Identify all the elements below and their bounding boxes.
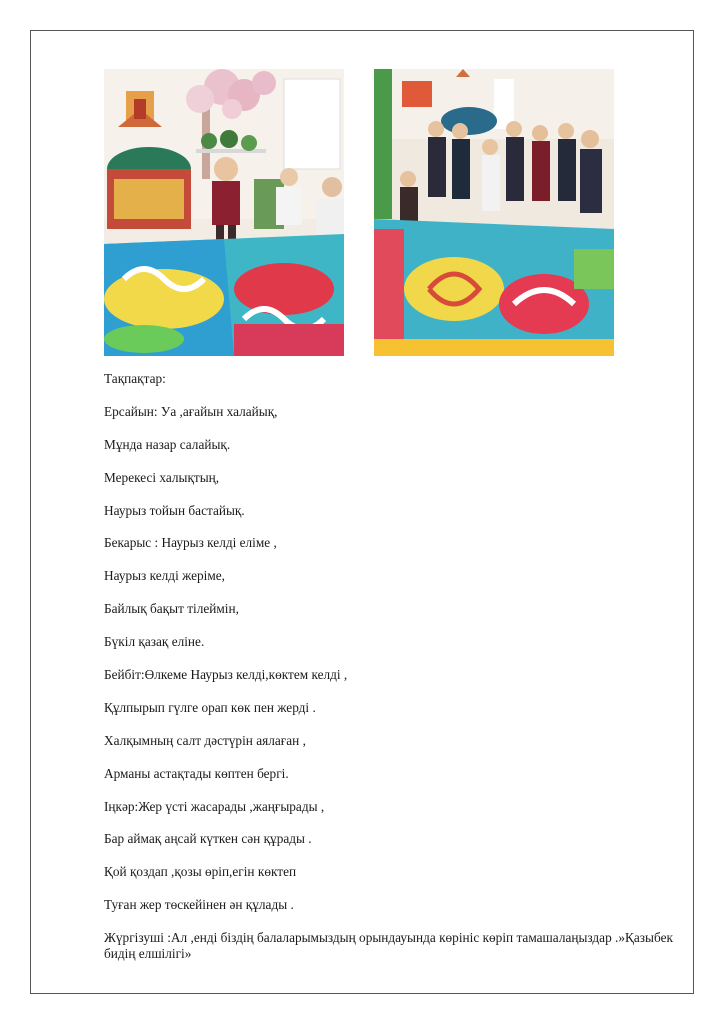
verse-line: Бүкіл қазақ еліне. [104, 634, 205, 650]
patterned-carpet [104, 234, 344, 356]
poem-text-block [104, 371, 674, 979]
verse-line: Арманы астақтады көптен бергі. [104, 765, 289, 781]
closing-paragraph: Жүргізуші :Ал ,енді біздің балаларымыздың орындауында көрініс көріп тамашалаңыздар .»Қазыбек бидің елшілігі» [104, 930, 673, 962]
verse-line: Наурыз тойын бастайық. [104, 502, 245, 518]
verse-line: Халқымның салт дәстүрін аялаған , [104, 732, 306, 748]
verse-line: Бейбіт:Өлкеме Наурыз келді,көктем келді , [104, 667, 348, 683]
patterned-carpet [374, 219, 614, 356]
verse-line: Қой қоздап ,қозы өріп,егін көктеп [104, 864, 297, 880]
verse-line: Байлық бақыт тілеймін, [104, 601, 239, 617]
verse-line: Бекарыс : Наурыз келді еліме , [104, 535, 277, 551]
verse-line: Наурыз келді жеріме, [104, 568, 225, 584]
verse-line: Мұнда назар салайық. [104, 436, 231, 452]
photo-children-group [374, 69, 614, 356]
verse-line: Бар аймақ аңсай күткен сән құрады . [104, 831, 312, 847]
verse-line: Іңкәр:Жер үсті жасарады ,жаңғырады , [104, 798, 325, 814]
section-heading: Тақпақтар: [104, 371, 166, 386]
verse-line: Құлпырып гүлге орап көк пен жерді . [104, 699, 316, 715]
verse-line: Ерсайын: Уа ,ағайын халайық, [104, 403, 278, 419]
photo-child-performing [104, 69, 344, 356]
verse-line: Мерекесі халықтың, [104, 469, 220, 485]
verse-line: Туған жер төскейінен ән құлады . [104, 897, 294, 913]
